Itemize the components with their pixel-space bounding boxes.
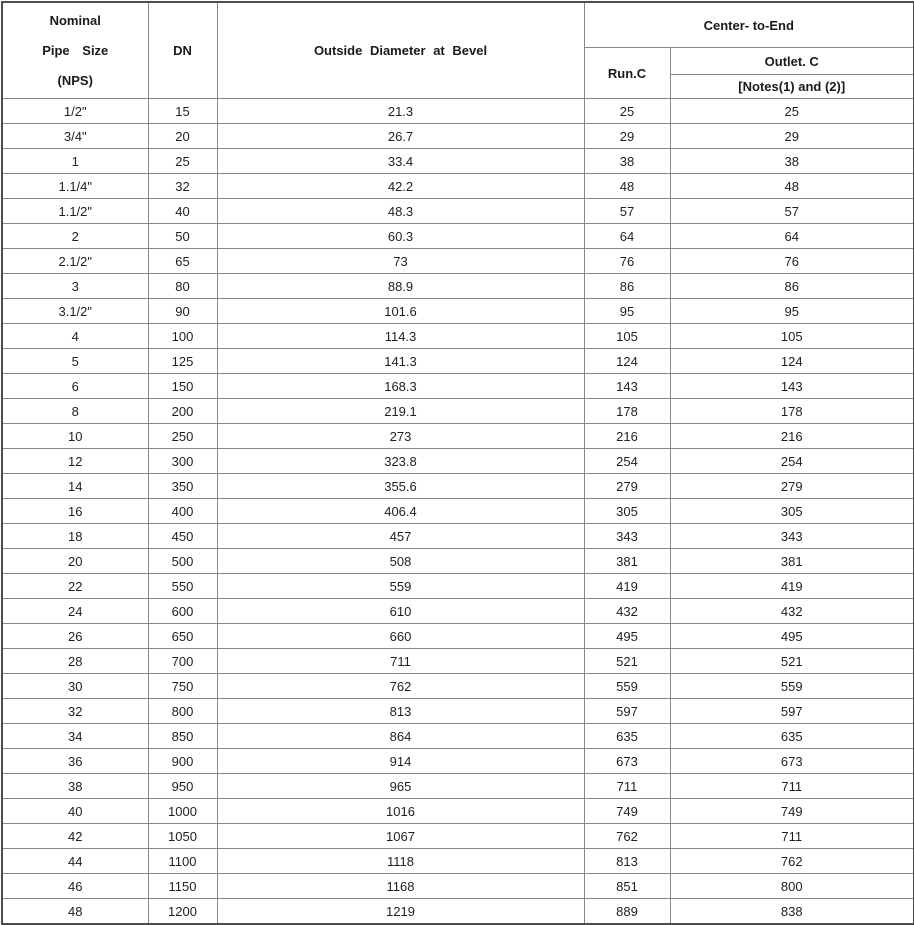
table-row [2,574,914,599]
cell-dn: 80 [148,274,217,299]
cell-dn: 450 [148,524,217,549]
cell-outside-diameter: 660 [217,624,584,649]
nps-header-line2: Pipe Size [42,42,109,58]
cell-dn: 15 [148,99,217,124]
table-row [2,649,914,674]
cell-outlet-c: 419 [670,574,914,599]
cell-outside-diameter: 1016 [217,799,584,824]
cell-outside-diameter: 762 [217,674,584,699]
cell-dn: 1200 [148,899,217,925]
cell-run-c: 216 [584,424,670,449]
cell-outside-diameter: 1118 [217,849,584,874]
cell-outside-diameter: 114.3 [217,324,584,349]
cell-outlet-c: 254 [670,449,914,474]
cell-outside-diameter: 219.1 [217,399,584,424]
cell-dn: 800 [148,699,217,724]
cell-outside-diameter: 273 [217,424,584,449]
cell-outlet-c: 521 [670,649,914,674]
cell-run-c: 105 [584,324,670,349]
table-row [2,474,914,499]
cell-dn: 1050 [148,824,217,849]
cell-outlet-c: 86 [670,274,914,299]
cell-nps: 2.1/2" [2,249,148,274]
cell-run-c: 521 [584,649,670,674]
cell-nps: 3.1/2" [2,299,148,324]
cell-dn: 40 [148,199,217,224]
table-row [2,824,914,849]
cell-outside-diameter: 457 [217,524,584,549]
cell-outside-diameter: 965 [217,774,584,799]
cell-outlet-c: 48 [670,174,914,199]
table-row [2,674,914,699]
table-row [2,424,914,449]
cell-dn: 700 [148,649,217,674]
cell-dn: 350 [148,474,217,499]
table-row [2,99,914,124]
table-row [2,174,914,199]
cell-nps: 46 [2,874,148,899]
cell-nps: 1.1/4" [2,174,148,199]
cell-outlet-c: 673 [670,749,914,774]
cell-outside-diameter: 610 [217,599,584,624]
cell-run-c: 57 [584,199,670,224]
cell-outside-diameter: 323.8 [217,449,584,474]
cell-outlet-c: 64 [670,224,914,249]
cell-outside-diameter: 406.4 [217,499,584,524]
cell-dn: 1100 [148,849,217,874]
cell-outside-diameter: 60.3 [217,224,584,249]
table-row [2,849,914,874]
table-body [2,99,914,925]
column-header-outside-diameter: Outside Diameter at Bevel [217,2,584,99]
cell-nps: 18 [2,524,148,549]
cell-run-c: 25 [584,99,670,124]
cell-run-c: 305 [584,499,670,524]
cell-run-c: 48 [584,174,670,199]
cell-nps: 48 [2,899,148,925]
table-row [2,724,914,749]
cell-dn: 125 [148,349,217,374]
cell-dn: 250 [148,424,217,449]
cell-outside-diameter: 26.7 [217,124,584,149]
cell-outlet-c: 38 [670,149,914,174]
cell-outside-diameter: 42.2 [217,174,584,199]
cell-outside-diameter: 48.3 [217,199,584,224]
cell-outlet-c: 800 [670,874,914,899]
cell-nps: 10 [2,424,148,449]
cell-outside-diameter: 813 [217,699,584,724]
cell-run-c: 254 [584,449,670,474]
cell-dn: 850 [148,724,217,749]
cell-nps: 22 [2,574,148,599]
cell-nps: 28 [2,649,148,674]
cell-nps: 30 [2,674,148,699]
cell-nps: 4 [2,324,148,349]
table-header [2,2,914,99]
table-row [2,399,914,424]
cell-run-c: 889 [584,899,670,925]
cell-dn: 1150 [148,874,217,899]
cell-outside-diameter: 88.9 [217,274,584,299]
cell-dn: 750 [148,674,217,699]
cell-dn: 550 [148,574,217,599]
cell-outlet-c: 597 [670,699,914,724]
table-row [2,699,914,724]
cell-run-c: 86 [584,274,670,299]
cell-outlet-c: 432 [670,599,914,624]
cell-run-c: 559 [584,674,670,699]
column-header-run-c: Run.C [584,48,670,99]
cell-run-c: 143 [584,374,670,399]
cell-dn: 20 [148,124,217,149]
nps-header-line1: Nominal [49,12,101,28]
table-row [2,549,914,574]
table-row [2,449,914,474]
cell-dn: 650 [148,624,217,649]
cell-dn: 600 [148,599,217,624]
cell-outlet-c: 305 [670,499,914,524]
cell-dn: 200 [148,399,217,424]
cell-outside-diameter: 1168 [217,874,584,899]
cell-run-c: 813 [584,849,670,874]
column-header-nps [2,2,148,99]
cell-outside-diameter: 141.3 [217,349,584,374]
cell-nps: 6 [2,374,148,399]
cell-nps: 42 [2,824,148,849]
column-header-outlet-c: Outlet. C [670,48,914,75]
cell-dn: 90 [148,299,217,324]
cell-nps: 12 [2,449,148,474]
cell-dn: 50 [148,224,217,249]
table-row [2,224,914,249]
cell-outside-diameter: 73 [217,249,584,274]
cell-outlet-c: 143 [670,374,914,399]
cell-outlet-c: 105 [670,324,914,349]
cell-outlet-c: 216 [670,424,914,449]
cell-outlet-c: 711 [670,824,914,849]
cell-outlet-c: 711 [670,774,914,799]
cell-nps: 3/4" [2,124,148,149]
cell-dn: 32 [148,174,217,199]
table-row [2,599,914,624]
cell-run-c: 762 [584,824,670,849]
cell-run-c: 749 [584,799,670,824]
pipe-dimension-table [1,1,914,925]
cell-outlet-c: 838 [670,899,914,925]
cell-run-c: 29 [584,124,670,149]
cell-nps: 1 [2,149,148,174]
cell-run-c: 711 [584,774,670,799]
cell-outside-diameter: 21.3 [217,99,584,124]
cell-run-c: 495 [584,624,670,649]
cell-outside-diameter: 508 [217,549,584,574]
table-row [2,124,914,149]
cell-run-c: 64 [584,224,670,249]
cell-run-c: 76 [584,249,670,274]
cell-run-c: 178 [584,399,670,424]
table-row [2,274,914,299]
cell-outlet-c: 749 [670,799,914,824]
table-row [2,299,914,324]
cell-nps: 1/2" [2,99,148,124]
cell-outlet-c: 495 [670,624,914,649]
cell-nps: 8 [2,399,148,424]
cell-outlet-c: 343 [670,524,914,549]
cell-nps: 32 [2,699,148,724]
cell-outlet-c: 95 [670,299,914,324]
cell-nps: 34 [2,724,148,749]
table-row [2,799,914,824]
cell-run-c: 279 [584,474,670,499]
table-row [2,899,914,925]
cell-run-c: 38 [584,149,670,174]
cell-nps: 40 [2,799,148,824]
column-header-dn: DN [148,2,217,99]
cell-outside-diameter: 711 [217,649,584,674]
cell-run-c: 597 [584,699,670,724]
table-row [2,499,914,524]
column-group-header-center-to-end: Center- to-End [584,2,914,48]
cell-nps: 14 [2,474,148,499]
cell-nps: 1.1/2" [2,199,148,224]
cell-outlet-c: 178 [670,399,914,424]
cell-outside-diameter: 864 [217,724,584,749]
cell-run-c: 635 [584,724,670,749]
table-row [2,374,914,399]
cell-nps: 36 [2,749,148,774]
table-row [2,524,914,549]
cell-dn: 65 [148,249,217,274]
cell-outlet-c: 762 [670,849,914,874]
cell-run-c: 124 [584,349,670,374]
cell-outlet-c: 635 [670,724,914,749]
table-row [2,349,914,374]
cell-nps: 26 [2,624,148,649]
cell-outlet-c: 76 [670,249,914,274]
table-row [2,149,914,174]
cell-nps: 24 [2,599,148,624]
cell-dn: 300 [148,449,217,474]
cell-nps: 3 [2,274,148,299]
cell-dn: 400 [148,499,217,524]
cell-dn: 950 [148,774,217,799]
table-row [2,624,914,649]
cell-run-c: 95 [584,299,670,324]
cell-outside-diameter: 1067 [217,824,584,849]
cell-outlet-c: 124 [670,349,914,374]
cell-outside-diameter: 101.6 [217,299,584,324]
cell-nps: 44 [2,849,148,874]
cell-nps: 5 [2,349,148,374]
nps-header-line3: (NPS) [57,72,93,88]
cell-nps: 20 [2,549,148,574]
cell-dn: 150 [148,374,217,399]
cell-run-c: 343 [584,524,670,549]
cell-outside-diameter: 559 [217,574,584,599]
table-row [2,749,914,774]
cell-outlet-c: 25 [670,99,914,124]
cell-outside-diameter: 33.4 [217,149,584,174]
cell-run-c: 673 [584,749,670,774]
cell-outlet-c: 381 [670,549,914,574]
cell-run-c: 432 [584,599,670,624]
cell-outside-diameter: 1219 [217,899,584,925]
cell-dn: 25 [148,149,217,174]
cell-outlet-c: 29 [670,124,914,149]
cell-run-c: 851 [584,874,670,899]
cell-outside-diameter: 355.6 [217,474,584,499]
table-row [2,874,914,899]
cell-dn: 900 [148,749,217,774]
cell-run-c: 419 [584,574,670,599]
cell-dn: 100 [148,324,217,349]
cell-outlet-c: 57 [670,199,914,224]
column-header-outlet-notes: [Notes(1) and (2)] [670,75,914,99]
cell-outside-diameter: 914 [217,749,584,774]
cell-nps: 16 [2,499,148,524]
cell-dn: 1000 [148,799,217,824]
cell-nps: 2 [2,224,148,249]
table-row [2,249,914,274]
table-row [2,774,914,799]
cell-run-c: 381 [584,549,670,574]
cell-outlet-c: 559 [670,674,914,699]
table-row [2,324,914,349]
cell-outlet-c: 279 [670,474,914,499]
cell-outside-diameter: 168.3 [217,374,584,399]
table-row [2,199,914,224]
cell-dn: 500 [148,549,217,574]
cell-nps: 38 [2,774,148,799]
